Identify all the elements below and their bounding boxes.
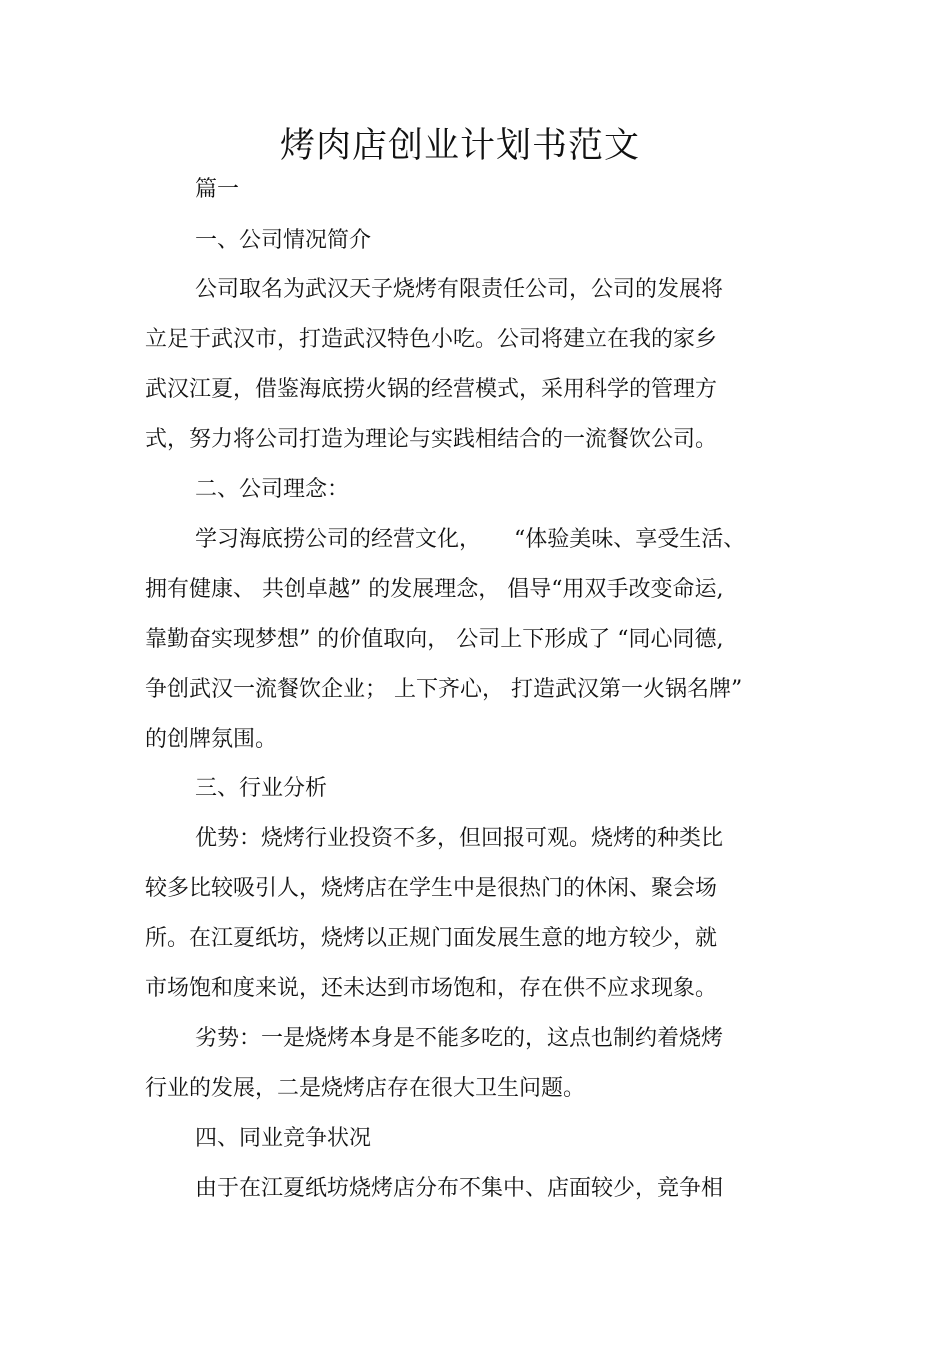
paragraph-line: 公司取名为武汉天子烧烤有限责任公司，公司的发展将 bbox=[195, 277, 724, 302]
paragraph-line: 市场饱和度来说，还未达到市场饱和，存在供不应求现象。 bbox=[145, 976, 718, 1001]
document-title: 烤肉店创业计划书范文 bbox=[279, 126, 640, 166]
paragraph-line: 立足于武汉市，打造武汉特色小吃。公司将建立在我的家乡 bbox=[145, 327, 718, 352]
paragraph-line: 的创牌氛围。 bbox=[145, 727, 278, 752]
paragraph-line: 学习海底捞公司的经营文化， “体验美味、享受生活、 bbox=[195, 527, 746, 552]
heading-company-intro: 一、公司情况简介 bbox=[195, 228, 372, 253]
heading-industry-analysis: 三、行业分析 bbox=[195, 776, 328, 801]
paragraph-line: 由于在江夏纸坊烧烤店分布不集中、店面较少，竞争相 bbox=[195, 1176, 724, 1201]
paragraph-line: 所。在江夏纸坊，烧烤以正规门面发展生意的地方较少，就 bbox=[145, 926, 718, 951]
paragraph-line: 武汉江夏，借鉴海底捞火锅的经营模式，采用科学的管理方 bbox=[145, 377, 718, 402]
paragraph-line: 争创武汉一流餐饮企业； 上下齐心， 打造武汉第一火锅名牌” bbox=[145, 677, 743, 702]
paragraph-line: 拥有健康、 共创卓越” 的发展理念， 倡导“用双手改变命运, bbox=[145, 577, 724, 602]
paragraph-line: 劣势：一是烧烤本身是不能多吃的，这点也制约着烧烤 bbox=[195, 1026, 724, 1051]
heading-company-philosophy: 二、公司理念： bbox=[195, 477, 350, 502]
paragraph-line: 行业的发展，二是烧烤店存在很大卫生问题。 bbox=[145, 1076, 586, 1101]
paragraph-line: 较多比较吸引人，烧烤店在学生中是很热门的休闲、聚会场 bbox=[145, 876, 718, 901]
heading-competition: 四、同业竞争状况 bbox=[195, 1126, 372, 1151]
paragraph-line: 优势：烧烤行业投资不多，但回报可观。烧烤的种类比 bbox=[195, 826, 724, 851]
paragraph-line: 靠勤奋实现梦想” 的价值取向， 公司上下形成了 “同心同德, bbox=[145, 627, 724, 652]
paragraph-line: 式，努力将公司打造为理论与实践相结合的一流餐饮公司。 bbox=[145, 427, 718, 452]
section-label-part-one: 篇一 bbox=[195, 177, 240, 202]
